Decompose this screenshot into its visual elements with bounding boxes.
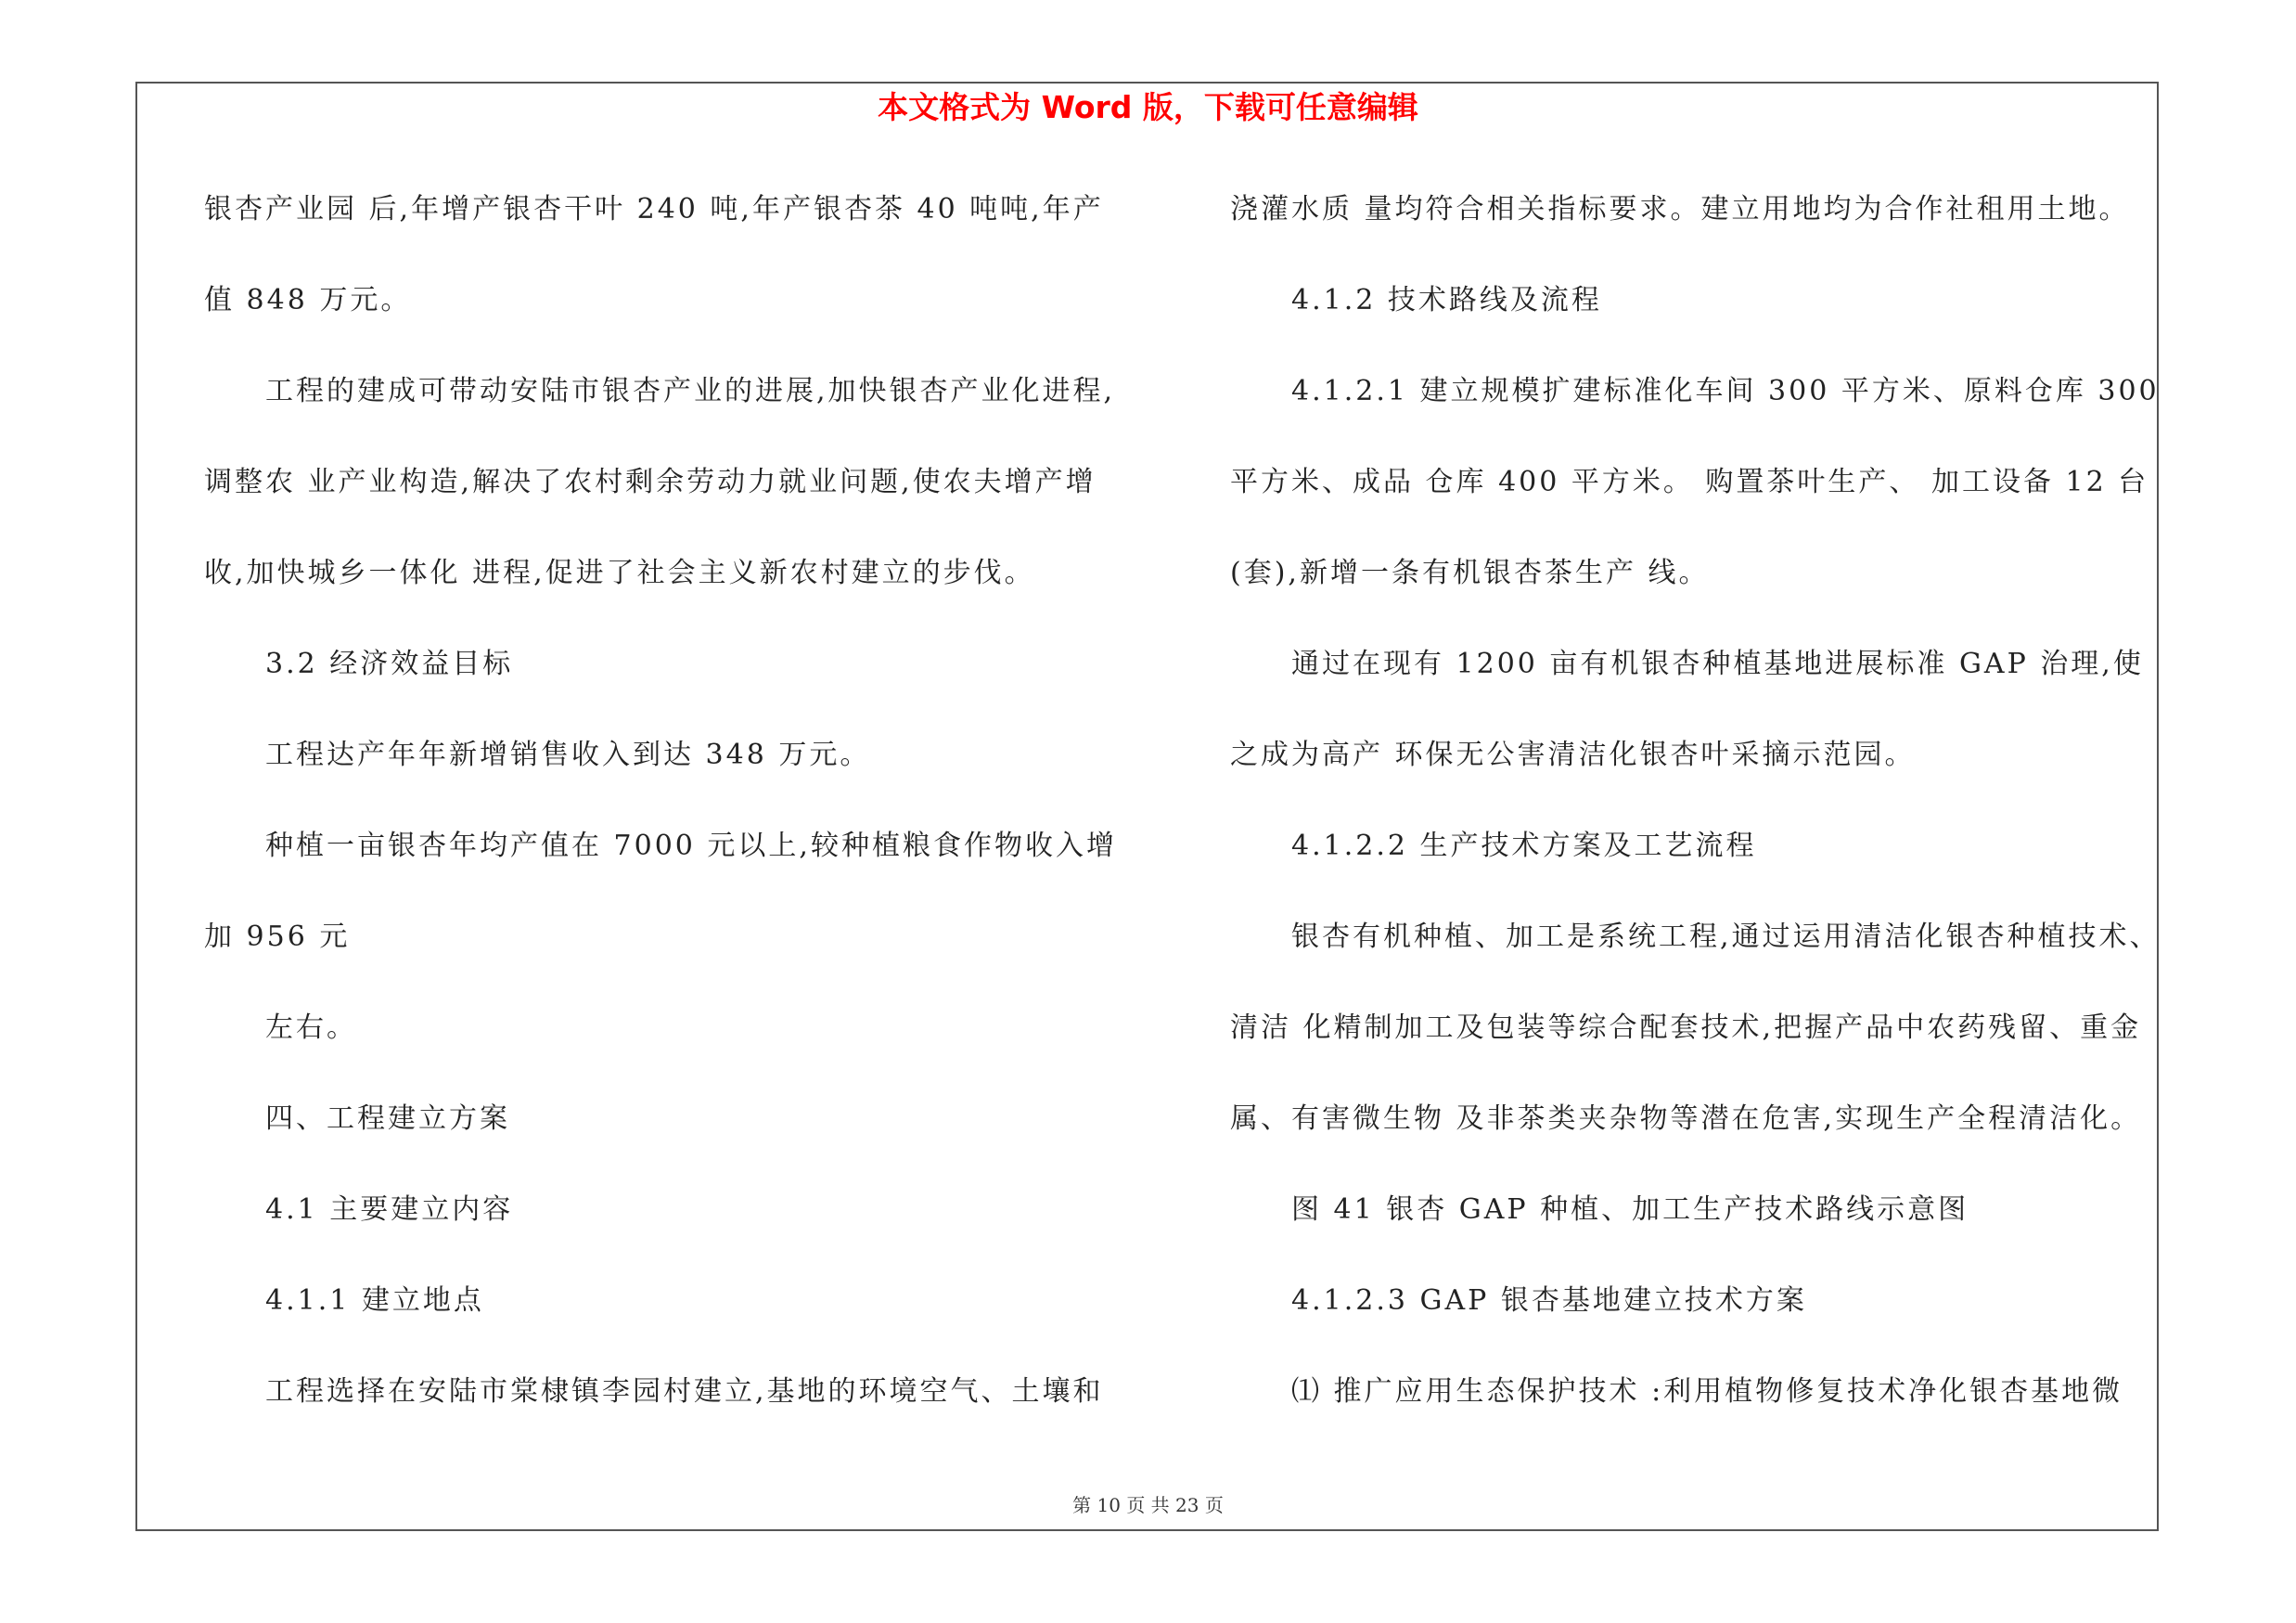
text-line: 值 848 万元。 [204, 284, 412, 316]
subsection-heading: 4.1.2.3 GAP 银杏基地建立技术方案 [1291, 1284, 1807, 1317]
text-line: 左右。 [265, 1011, 357, 1044]
subsection-heading: 4.1.2 技术路线及流程 [1291, 284, 1602, 316]
text-line: 调整农 业产业构造,解决了农村剩余劳动力就业问题,使农夫增产增 [204, 466, 1097, 498]
text-line: 属、有害微生物 及非茶类夹杂物等潜在危害,实现生产全程清洁化。 [1230, 1102, 2142, 1135]
chapter-heading: 四、工程建立方案 [265, 1102, 510, 1135]
paragraph-start: 4.1.2.1 建立规模扩建标准化车间 300 平方米、原料仓库 300 [1291, 375, 2160, 407]
paragraph-start: ⑴ 推广应用生态保护技术 :利用植物修复技术净化银杏基地微 [1291, 1375, 2123, 1408]
text-line: 加 956 元 [204, 921, 351, 953]
figure-caption: 图 41 银杏 GAP 种植、加工生产技术路线示意图 [1291, 1193, 1969, 1226]
right-column [1230, 186, 2167, 1459]
text-line: 清洁 化精制加工及包装等综合配套技术,把握产品中农药残留、重金 [1230, 1011, 2142, 1044]
text-line: 收,加快城乡一体化 进程,促进了社会主义新农村建立的步伐。 [204, 557, 1035, 589]
text-line: 之成为高产 环保无公害清洁化银杏叶采摘示范园。 [1230, 739, 1916, 771]
paragraph-start: 工程的建成可带动安陆市银杏产业的进展,加快银杏产业化进程, [265, 375, 1116, 407]
text-line: 银杏产业园 后,年增产银杏干叶 240 吨,年产银杏茶 40 吨吨,年产 [204, 193, 1104, 225]
left-column [204, 186, 1141, 1459]
section-heading: 4.1 主要建立内容 [265, 1193, 514, 1226]
subsection-heading: 4.1.1 建立地点 [265, 1284, 484, 1317]
page-number: 第 10 页 共 23 页 [1072, 1494, 1224, 1516]
paragraph-start: 通过在现有 1200 亩有机银杏种植基地进展标准 GAP 治理,使 [1291, 648, 2144, 680]
text-line: 浇灌水质 量均符合相关指标要求。建立用地均为合作社租用土地。 [1230, 193, 2130, 225]
paragraph-start: 银杏有机种植、加工是系统工程,通过运用清洁化银杏种植技术、 [1291, 921, 2161, 953]
text-line: (套),新增一条有机银杏茶生产 线。 [1230, 557, 1710, 589]
paragraph-start: 工程达产年年新增销售收入到达 348 万元。 [265, 739, 871, 771]
document-banner: 本文格式为 Word 版，下载可任意编辑 [878, 89, 1418, 125]
paragraph-start: 工程选择在安陆市棠棣镇李园村建立,基地的环境空气、土壤和 [265, 1375, 1104, 1408]
section-heading: 3.2 经济效益目标 [265, 648, 514, 680]
paragraph-start: 种植一亩银杏年均产值在 7000 元以上,较种植粮食作物收入增 [265, 830, 1117, 862]
text-line: 平方米、成品 仓库 400 平方米。 购置茶叶生产、 加工设备 12 台 [1230, 466, 2149, 498]
subsection-heading: 4.1.2.2 生产技术方案及工艺流程 [1291, 830, 1757, 862]
